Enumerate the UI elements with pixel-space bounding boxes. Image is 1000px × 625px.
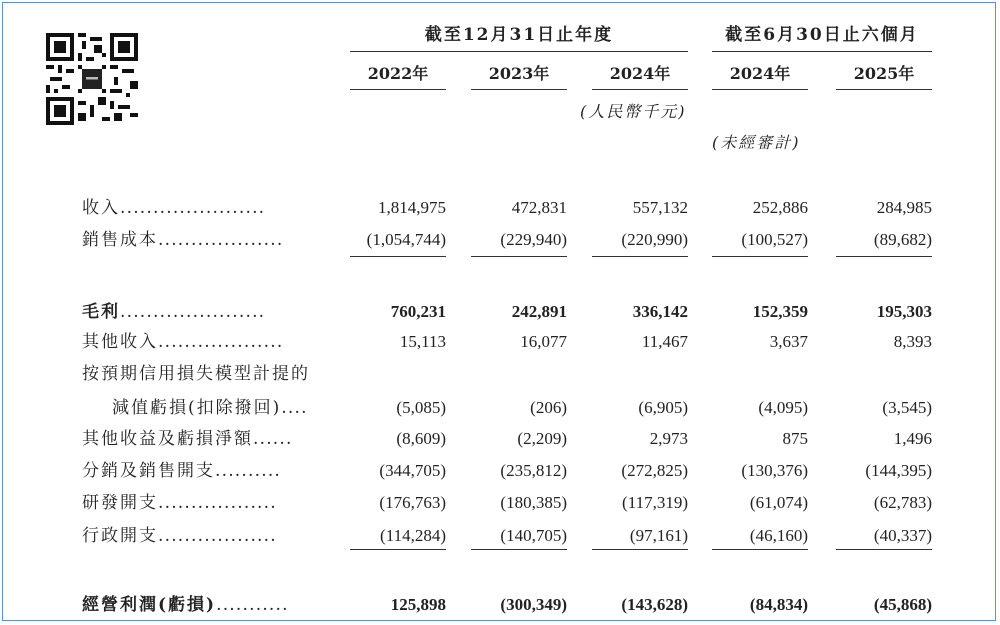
header-rule <box>350 89 446 90</box>
unit-note: (人民幣千元) <box>580 102 687 121</box>
header-rule <box>712 89 808 90</box>
row-label-text: 研發開支 <box>82 493 158 513</box>
row-label <box>82 229 283 251</box>
value-cell: 336,142 <box>632 302 688 321</box>
row-label-text: 銷售成本 <box>82 230 158 250</box>
row-rule <box>350 549 446 550</box>
row-rule <box>350 256 446 257</box>
row-rule <box>836 256 932 257</box>
row-label-text: 收入 <box>82 198 120 218</box>
value-cell: (140,705) <box>500 526 567 545</box>
value-cell: (97,161) <box>629 526 688 545</box>
value-cell: 2,973 <box>649 429 688 448</box>
year-header-2025-h1: 2025年 <box>853 64 915 83</box>
leader-dots: ................... <box>158 230 284 250</box>
year-header-2024-h1: 2024年 <box>729 64 791 83</box>
value-cell: (130,376) <box>741 461 808 480</box>
value-cell: 11,467 <box>641 332 688 351</box>
leader-dots: .................. <box>158 493 277 513</box>
value-cell: (100,527) <box>741 230 808 249</box>
value-cell: 760,231 <box>390 302 446 321</box>
value-cell: 15,113 <box>399 332 446 351</box>
row-label-text: 按預期信用損失模型計提的 <box>82 364 310 384</box>
value-cell: (84,834) <box>749 595 808 614</box>
row-label <box>82 492 277 514</box>
value-cell: (46,160) <box>749 526 808 545</box>
value-cell: 125,898 <box>390 595 446 614</box>
row-label <box>82 428 293 450</box>
row-rule <box>712 549 808 550</box>
value-cell: 1,814,975 <box>378 198 446 217</box>
value-cell: (61,074) <box>749 493 808 512</box>
value-cell: 284,985 <box>876 198 932 217</box>
value-cell: 472,831 <box>511 198 567 217</box>
leader-dots: ................... <box>158 332 284 352</box>
unaudited-note: (未經審計) <box>712 133 801 152</box>
value-cell: (206) <box>530 398 567 417</box>
qr-code-image <box>46 33 138 125</box>
value-cell: (180,385) <box>500 493 567 512</box>
value-cell: (176,763) <box>379 493 446 512</box>
leader-dots: .... <box>281 398 308 418</box>
value-cell: (229,940) <box>500 230 567 249</box>
row-label <box>82 331 283 353</box>
row-label-text: 其他收入 <box>82 332 158 352</box>
year-header-2024: 2024年 <box>609 64 671 83</box>
row-label <box>112 397 308 419</box>
row-label-text: 分銷及銷售開支 <box>82 461 215 481</box>
leader-dots: ...................... <box>120 198 266 218</box>
value-cell: 8,393 <box>893 332 932 351</box>
value-cell: 875 <box>782 429 808 448</box>
header-halfyear-group: 截至6月30日止六個月 <box>725 25 919 45</box>
row-label <box>82 301 265 323</box>
leader-dots: ...................... <box>120 302 266 322</box>
row-label <box>82 460 281 482</box>
row-rule <box>712 256 808 257</box>
row-label <box>82 197 265 219</box>
value-cell: 557,132 <box>632 198 688 217</box>
value-cell: 152,359 <box>752 302 808 321</box>
value-cell: (114,284) <box>380 526 446 545</box>
value-cell: (4,095) <box>758 398 808 417</box>
value-cell: (2,209) <box>517 429 567 448</box>
value-cell: (89,682) <box>873 230 932 249</box>
value-cell: 16,077 <box>520 332 567 351</box>
value-cell: (6,905) <box>638 398 688 417</box>
row-label <box>82 363 310 385</box>
row-label-text: 減值虧損(扣除撥回) <box>112 398 282 418</box>
value-cell: (117,319) <box>622 493 688 512</box>
header-rule <box>350 51 688 52</box>
leader-dots: .......... <box>215 461 282 481</box>
leader-dots: ........... <box>216 595 289 615</box>
row-label-text: 經營利潤(虧損) <box>82 595 217 615</box>
value-cell: (3,545) <box>882 398 932 417</box>
value-cell: (143,628) <box>621 595 688 614</box>
row-rule <box>471 256 567 257</box>
value-cell: 1,496 <box>893 429 932 448</box>
value-cell: 242,891 <box>511 302 567 321</box>
value-cell: (300,349) <box>500 595 567 614</box>
value-cell: (144,395) <box>865 461 932 480</box>
value-cell: (5,085) <box>396 398 446 417</box>
header-rule <box>471 89 567 90</box>
value-cell: 252,886 <box>752 198 808 217</box>
row-label-text: 毛利 <box>82 302 120 322</box>
value-cell: (62,783) <box>873 493 932 512</box>
year-header-2022: 2022年 <box>367 64 429 83</box>
row-rule <box>836 549 932 550</box>
value-cell: (8,609) <box>396 429 446 448</box>
row-label-text: 行政開支 <box>82 526 158 546</box>
value-cell: (40,337) <box>873 526 932 545</box>
header-rule <box>836 89 932 90</box>
leader-dots: .................. <box>158 526 277 546</box>
value-cell: (45,868) <box>873 595 932 614</box>
leader-dots: ...... <box>253 429 293 449</box>
value-cell: (1,054,744) <box>366 230 446 249</box>
row-label-text: 其他收益及虧損淨額 <box>82 429 253 449</box>
value-cell: 195,303 <box>876 302 932 321</box>
row-rule <box>592 256 688 257</box>
row-rule <box>592 549 688 550</box>
row-rule <box>471 549 567 550</box>
value-cell: (272,825) <box>621 461 688 480</box>
year-header-2023: 2023年 <box>488 64 550 83</box>
value-cell: 3,637 <box>769 332 808 351</box>
header-rule <box>712 51 932 52</box>
value-cell: (344,705) <box>379 461 446 480</box>
row-label <box>82 594 289 616</box>
row-label <box>82 525 277 547</box>
value-cell: (220,990) <box>621 230 688 249</box>
header-year-group: 截至12月31日止年度 <box>424 25 614 45</box>
value-cell: (235,812) <box>500 461 567 480</box>
header-rule <box>592 89 688 90</box>
